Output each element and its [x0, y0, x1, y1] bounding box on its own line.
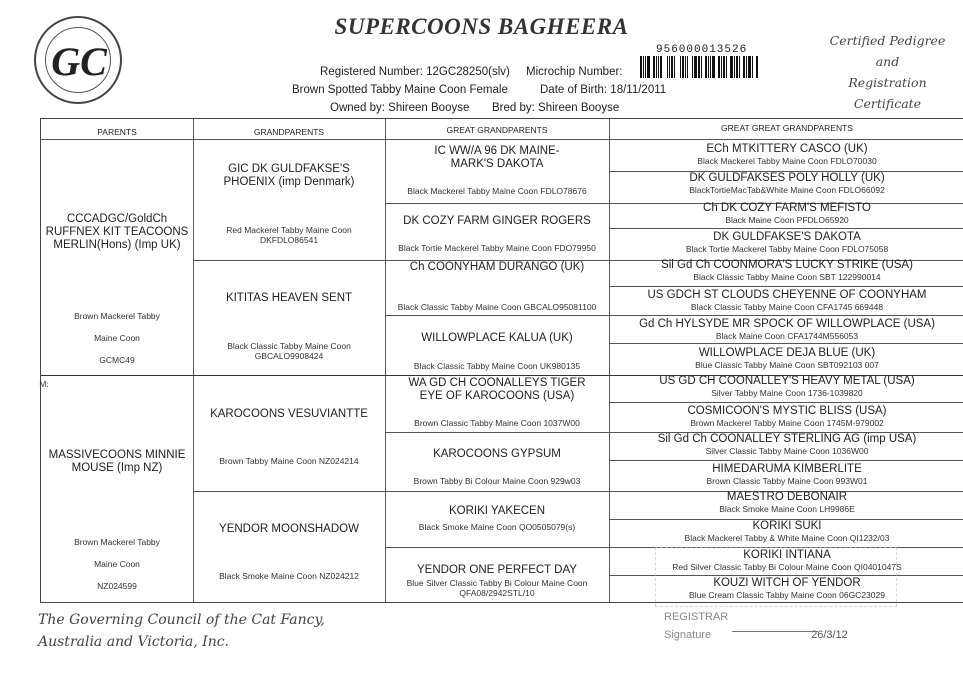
- great-grandparent-8-desc: Blue Silver Classic Tabby Bi Colour Maine Coon QFA08/2942STL/10: [406, 578, 588, 598]
- col-header-great-grandparents: GREAT GRANDPARENTS: [446, 125, 548, 135]
- great-grandparent-5-name: WA GD CH COONALLEYS TIGER EYE OF KAROCOONS (USA): [408, 377, 586, 402]
- breeder: Bred by: Shireen Booyse: [492, 102, 620, 114]
- barcode-bar: [741, 56, 742, 78]
- date-of-birth: Date of Birth: 18/11/2011: [540, 84, 667, 96]
- barcode-bar: [640, 56, 642, 78]
- microchip-label: Microchip Number:: [526, 66, 623, 78]
- grandparent-1-desc: Red Mackerel Tabby Maine Coon DKFDLO86541: [226, 225, 352, 245]
- barcode-bar: [754, 56, 755, 78]
- barcode-bar: [682, 56, 684, 78]
- microchip-barcode: [640, 56, 800, 78]
- sire-breed: Maine Coon: [94, 333, 140, 343]
- ggg-6-name: US GDCH ST CLOUDS CHEYENNE OF COONYHAM: [647, 289, 927, 301]
- barcode-bar: [685, 56, 686, 78]
- cert-line-1: Certified Pedigree: [829, 33, 946, 48]
- barcode-bar: [669, 56, 670, 78]
- ggg-16-desc: Blue Cream Classic Tabby Maine Coon 06GC23029: [689, 590, 885, 600]
- barcode-bar: [736, 56, 738, 78]
- registered-number: Registered Number: 12GC28250(slv): [320, 66, 510, 78]
- barcode-bar: [698, 56, 700, 78]
- sire-details: [45, 305, 189, 371]
- sire: [45, 213, 189, 252]
- barcode-bar: [712, 56, 715, 78]
- barcode-bar: [718, 56, 720, 78]
- grandparent-2-desc: Black Classic Tabby Maine Coon GBCALO9908424: [227, 341, 351, 361]
- great-grandparent-3-name: Ch COONYHAM DURANGO (UK): [409, 261, 585, 273]
- ggg-10-name: COSMICOON'S MYSTIC BLISS (USA): [687, 405, 887, 417]
- barcode-bar: [756, 56, 758, 78]
- ggg-1-desc: Black Mackerel Tabby Maine Coon FDLO70030: [697, 156, 877, 166]
- breed-description: Brown Spotted Tabby Maine Coon Female: [292, 84, 508, 96]
- barcode-bar: [734, 56, 735, 78]
- barcode-bar: [703, 56, 704, 78]
- ggg-1-name: ECh MTKITTERY CASCO (UK): [706, 143, 868, 155]
- barcode-bar: [689, 56, 691, 78]
- barcode-bar: [663, 56, 666, 78]
- cert-line-3: Registration: [848, 75, 927, 90]
- pedigree-table: [40, 118, 963, 603]
- grandparent-3-name: KAROCOONS VESUVIANTTE: [210, 408, 368, 420]
- barcode-bar: [746, 56, 747, 78]
- barcode-bar: [708, 56, 709, 78]
- ggg-13-desc: Black Smoke Maine Coon LH9986E: [719, 504, 855, 514]
- ggg-5-name: Sil Gd Ch COONMORA'S LUCKY STRIKE (USA): [661, 259, 913, 271]
- owner: Owned by: Shireen Booyse: [330, 102, 470, 114]
- great-grandparent-4-desc: Black Classic Tabby Maine Coon UK980135: [413, 361, 581, 371]
- dam-name: MASSIVECOONS MINNIE MOUSE (Imp NZ): [48, 449, 186, 474]
- barcode-bar: [667, 56, 668, 78]
- great-grandparent-6-name: KAROCOONS GYPSUM: [433, 448, 561, 460]
- ggg-4-desc: Black Tortie Mackerel Tabby Maine Coon FDLO75058: [685, 244, 889, 254]
- ggg-10-desc: Brown Mackerel Tabby Maine Coon 1745M-979002: [690, 418, 884, 428]
- barcode-bar: [694, 56, 697, 78]
- ggg-13-name: MAESTRO DEBONAIR: [726, 491, 848, 503]
- sire-name: CCCADGC/GoldCh RUFFNEX KIT TEACOONS MERLIN(Hons) (Imp UK): [45, 213, 189, 251]
- ggg-11-desc: Silver Classic Tabby Maine Coon 1036W00: [705, 446, 869, 456]
- barcode-bar: [653, 56, 655, 78]
- cat-name-title: SUPERCOONS BAGHEERA: [334, 14, 629, 39]
- barcode-bar: [674, 56, 675, 78]
- registration-stamp: [655, 547, 897, 607]
- barcode-bar: [739, 56, 740, 78]
- barcode-bar: [730, 56, 733, 78]
- barcode-bar: [680, 56, 681, 78]
- barcode-bar: [643, 56, 644, 78]
- ggg-15-name: KORIKI INTIANA: [743, 549, 831, 561]
- signature: [732, 631, 818, 633]
- registrar-block: [664, 608, 904, 644]
- sire-reg: GCMC49: [99, 355, 135, 365]
- great-grandparent-4-name: WILLOWPLACE KALUA (UK): [421, 332, 573, 344]
- barcode-bar: [743, 56, 745, 78]
- col-header-grandparents: GRANDPARENTS: [253, 127, 325, 137]
- sire-colour: Brown Mackerel Tabby: [74, 311, 160, 321]
- cert-line-2: and: [875, 54, 900, 69]
- registration-date: 26/3/12: [811, 629, 848, 641]
- footer-council-line-2: Australia and Victoria, Inc.: [38, 634, 229, 650]
- barcode-bar: [656, 56, 657, 78]
- barcode-bar: [723, 56, 725, 78]
- barcode-bar: [676, 56, 679, 78]
- barcode-bar: [701, 56, 702, 78]
- ggg-11-name: Sil Gd Ch COONALLEY STERLING AG (imp USA): [657, 433, 917, 445]
- great-grandparent-6-desc: Brown Tabby Bi Colour Maine Coon 929w03: [413, 476, 581, 486]
- logo-monogram: GC: [51, 39, 107, 84]
- barcode-bar: [721, 56, 722, 78]
- col-header-parents: PARENTS: [97, 127, 137, 137]
- great-grandparent-1-desc: Black Mackerel Tabby Maine Coon FDLO78676: [407, 186, 587, 196]
- certificate-label: [820, 30, 955, 114]
- ggg-8-name: WILLOWPLACE DEJA BLUE (UK): [698, 347, 876, 359]
- barcode-bar: [658, 56, 659, 78]
- council-logo: [34, 16, 122, 104]
- ggg-2-desc: BlackTortieMacTab&White Maine Coon FDLO66092: [689, 185, 885, 195]
- grandparent-4-name: YENDOR MOONSHADOW: [219, 523, 359, 535]
- great-grandparent-7-desc: Black Smoke Maine Coon QO0505079(s): [418, 522, 576, 532]
- dam-colour: Brown Mackerel Tabby: [74, 537, 160, 547]
- dam-details: [45, 531, 189, 597]
- barcode-bar: [752, 56, 753, 78]
- great-grandparent-2-name: DK COZY FARM GINGER ROGERS: [403, 215, 591, 227]
- barcode-bar: [748, 56, 751, 78]
- grandparent-2-name: KITITAS HEAVEN SENT: [225, 292, 353, 304]
- dam-marker: M:: [39, 379, 49, 389]
- ggg-12-desc: Brown Classic Tabby Maine Coon 993W01: [706, 476, 868, 486]
- dam-breed: Maine Coon: [94, 559, 140, 569]
- barcode-bar: [692, 56, 693, 78]
- grandparent-1-name: GIC DK GULDFAKSE'S PHOENIX (imp Denmark): [223, 163, 355, 188]
- dam: [45, 449, 189, 475]
- barcode-bar: [705, 56, 707, 78]
- footer-council-line-1: The Governing Council of the Cat Fancy,: [38, 612, 325, 628]
- ggg-3-name: Ch DK COZY FARM'S MEFISTO: [703, 202, 871, 214]
- ggg-7-desc: Black Maine Coon CFA1744M556053: [715, 331, 859, 341]
- ggg-7-name: Gd Ch HYLSYDE MR SPOCK OF WILLOWPLACE (USA): [639, 318, 935, 330]
- barcode-bar: [647, 56, 650, 78]
- great-grandparent-1-name: IC WW/A 96 DK MAINE-MARK'S DAKOTA: [434, 145, 560, 170]
- ggg-16-name: KOUZI WITCH OF YENDOR: [713, 577, 861, 589]
- barcode-bar: [687, 56, 688, 78]
- microchip-number: 956000013526: [656, 44, 748, 56]
- ggg-5-desc: Black Classic Tabby Maine Coon SBT 122990014: [693, 272, 881, 282]
- barcode-bar: [728, 56, 729, 78]
- great-grandparent-7-name: KORIKI YAKECEN: [448, 505, 546, 517]
- barcode-bar: [716, 56, 717, 78]
- barcode-bar: [660, 56, 662, 78]
- ggg-14-desc: Black Mackerel Tabby & White Maine Coon QI1232/03: [684, 533, 890, 543]
- barcode-bar: [651, 56, 652, 78]
- ggg-14-name: KORIKI SUKI: [752, 520, 822, 532]
- ggg-2-name: DK GULDFAKSES POLY HOLLY (UK): [689, 172, 885, 184]
- ggg-15-desc: Red Silver Classic Tabby Bi Colour Maine Coon QI0401047S: [672, 562, 902, 572]
- great-grandparent-5-desc: Brown Classic Tabby Maine Coon 1037W00: [414, 418, 580, 428]
- registrar-label: REGISTRAR: [664, 611, 729, 623]
- barcode-bar: [726, 56, 727, 78]
- barcode-bar: [645, 56, 646, 78]
- ggg-9-name: US GD CH COONALLEY'S HEAVY METAL (USA): [659, 375, 915, 387]
- great-grandparent-3-desc: Black Classic Tabby Maine Coon GBCALO95081100: [397, 302, 597, 312]
- ggg-8-desc: Blue Classic Tabby Maine Coon SBT092103 007: [695, 360, 879, 370]
- ggg-4-name: DK GULDFAKSE'S DAKOTA: [713, 231, 861, 243]
- ggg-3-desc: Black Maine Coon PFDLO65920: [725, 215, 849, 225]
- ggg-9-desc: Silver Tabby Maine Coon 1736-1039820: [711, 388, 863, 398]
- grandparent-4-desc: Black Smoke Maine Coon NZ024212: [219, 571, 359, 581]
- grandparent-3-desc: Brown Tabby Maine Coon NZ024214: [219, 456, 359, 466]
- great-grandparent-8-name: YENDOR ONE PERFECT DAY: [417, 564, 577, 576]
- barcode-bar: [710, 56, 711, 78]
- great-grandparent-2-desc: Black Tortie Mackerel Tabby Maine Coon FDO79950: [398, 243, 596, 253]
- dam-reg: NZ024599: [97, 581, 137, 591]
- col-header-great-great-grandparents: GREAT GREAT GRANDPARENTS: [721, 123, 853, 133]
- ggg-12-name: HIMEDARUMA KIMBERLITE: [712, 463, 862, 475]
- signature-label: Signature: [664, 629, 712, 641]
- ggg-6-desc: Black Classic Tabby Maine Coon CFA1745 669448: [690, 302, 884, 312]
- barcode-bar: [671, 56, 673, 78]
- cert-line-4: Certificate: [853, 96, 922, 111]
